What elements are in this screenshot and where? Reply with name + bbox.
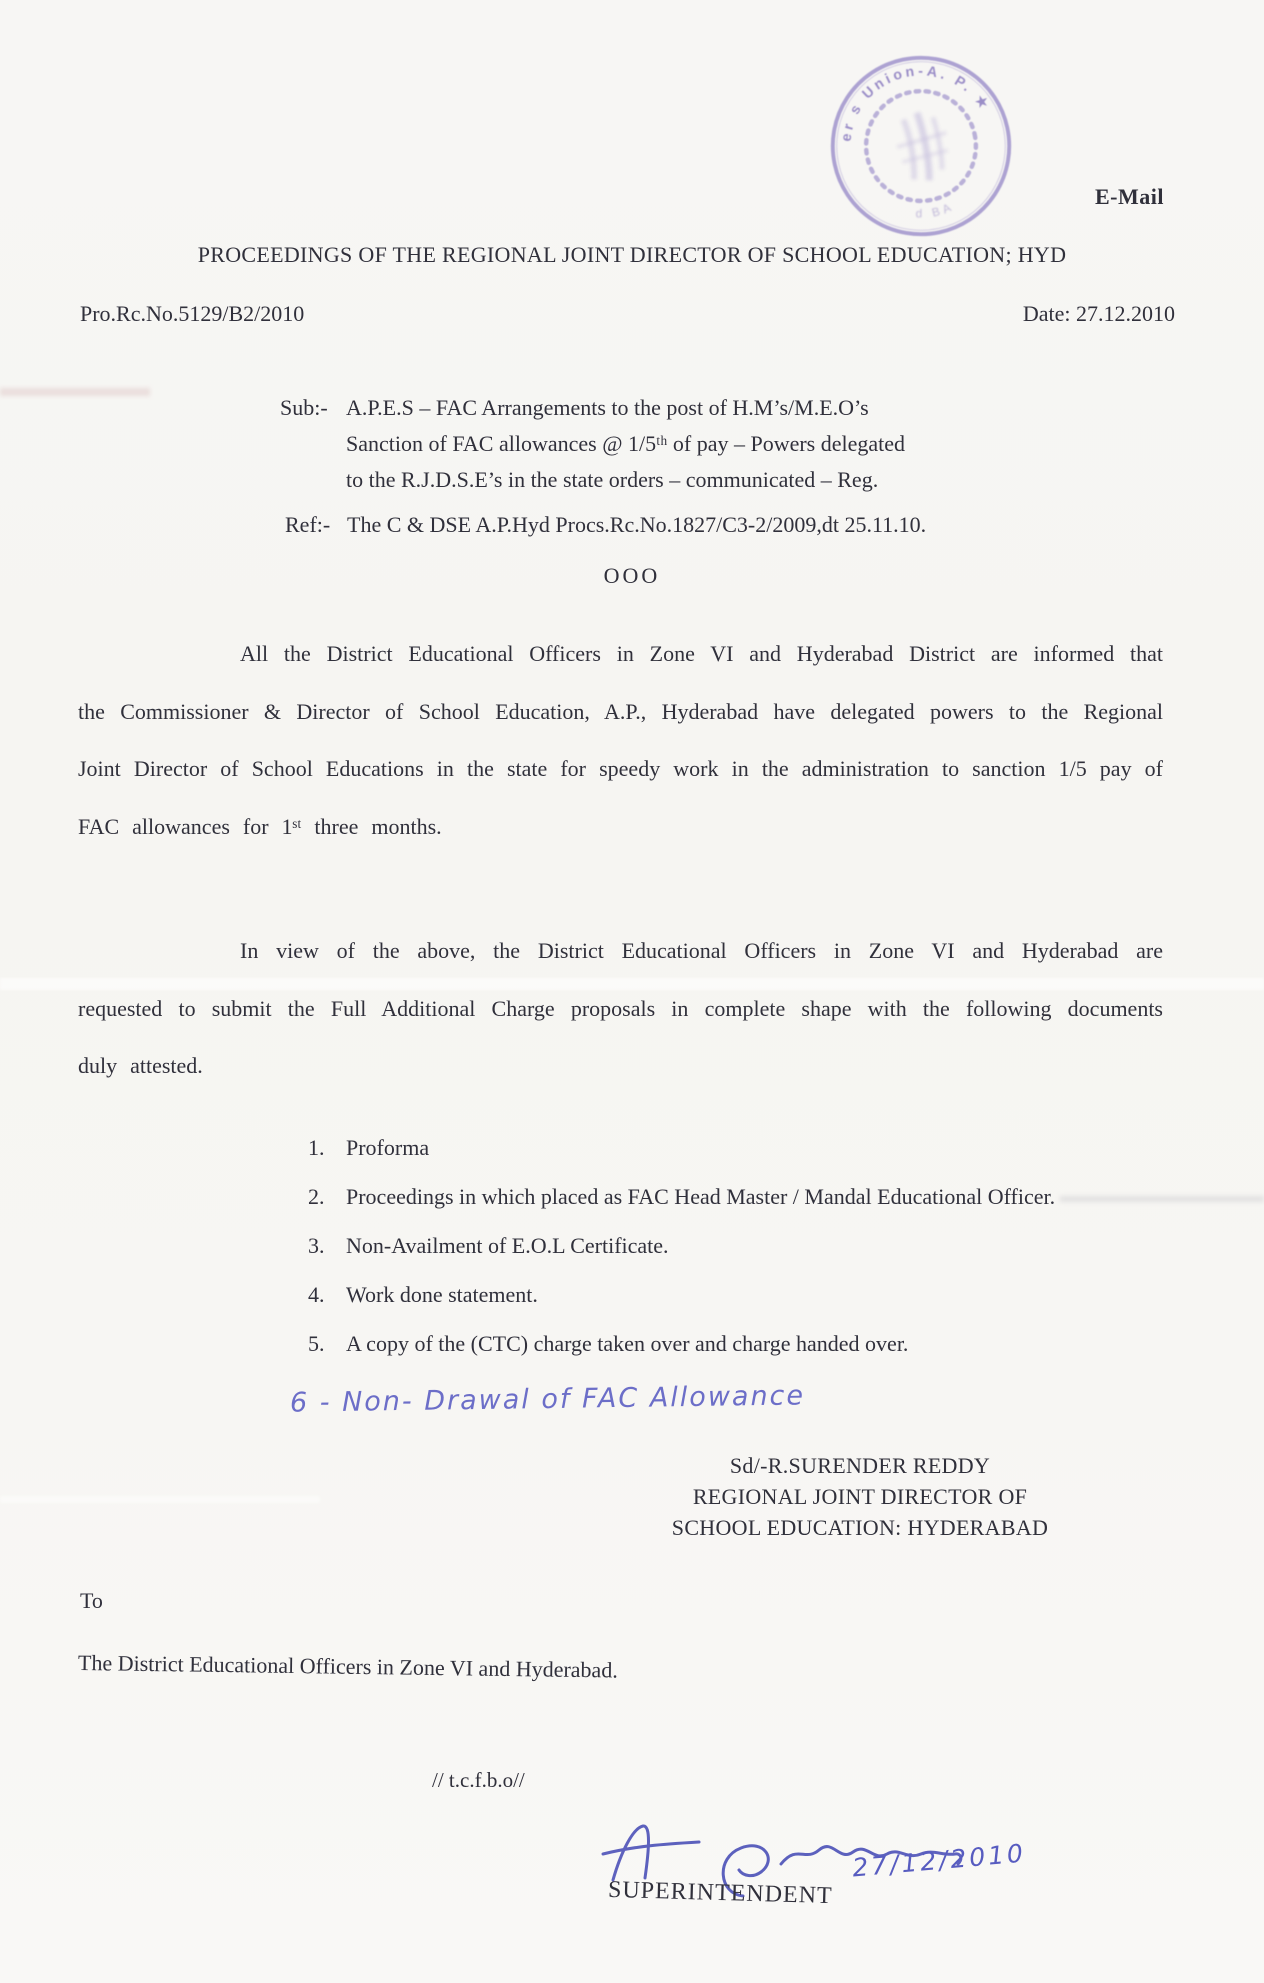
scan-smudge [0, 388, 150, 396]
subject-block [280, 390, 905, 498]
reference-block [285, 507, 926, 543]
tcfbo-note: // t.c.f.b.o// [432, 1768, 525, 1792]
list-item-text: A copy of the (CTC) charge taken over and charge handed over. [346, 1331, 909, 1356]
scan-streak-2 [0, 1496, 320, 1503]
list-item [308, 1124, 1086, 1172]
to-label: To [80, 1588, 103, 1613]
subject-line: A.P.E.S – FAC Arrangements to the post of H.M’s/M.E.O’s [346, 395, 869, 420]
subject-line: Sanction of FAC allowances @ 1/5ᵗʰ of pay – Powers delegated [346, 431, 906, 456]
documents-list [308, 1124, 1086, 1369]
body-paragraph-1: All the District Educational Officers in Zone VI and Hyderabad District are informed that the Commissioner & Director of School Education, A.P., Hyderabad have delegated powers to the Regional Joint Director of School Educations in the state for speedy work in the administration to sanction 1/5 pay of FAC allowances for 1ˢᵗ three months. [78, 641, 1163, 839]
list-item-text: Proceedings in which placed as FAC Head Master / Mandal Educational Officer. [346, 1184, 1056, 1209]
handwritten-date: 27/12/2010 [851, 1838, 1028, 1883]
handwritten-list-item: 6 - Non- Drawal of FAC Allowance [289, 1380, 806, 1419]
stamp-bottom-text: d BA [915, 199, 957, 221]
subject-line: to the R.J.D.S.E’s in the state orders – communicated – Reg. [346, 467, 879, 492]
list-item [308, 1271, 1086, 1319]
email-label: E-Mail [1095, 184, 1164, 209]
stamp-ring-text: er s Union-A. P. ★ [838, 63, 994, 143]
reference-text: The C & DSE A.P.Hyd Procs.Rc.No.1827/C3-2/2009,dt 25.11.10. [347, 512, 927, 537]
body-paragraph-2: In view of the above, the District Educational Officers in Zone VI and Hyderabad are requested to submit the Full Additional Charge proposals in complete shape with the following documents duly attested. [78, 938, 1163, 1078]
reference-label: Ref:- [285, 512, 331, 537]
list-item-number: 4. [308, 1282, 325, 1307]
list-item-number: 1. [308, 1135, 325, 1160]
superintendent-label: SUPERINTENDENT [607, 1876, 833, 1910]
list-item-text: Work done statement. [346, 1282, 538, 1307]
list-item [308, 1222, 1086, 1270]
list-item-text: Non-Availment of E.O.L Certificate. [346, 1233, 669, 1258]
list-item-number: 3. [308, 1233, 325, 1258]
proceedings-number: Pro.Rc.No.5129/B2/2010 [80, 301, 305, 326]
separator-ooo: OOO [603, 563, 661, 588]
stamp-scallop-ring [856, 81, 986, 211]
signatory-name: Sd/-R.SURENDER REDDY [729, 1453, 991, 1478]
scan-streak [1060, 1196, 1264, 1202]
addressee-line: The District Educational Officers in Zone VI and Hyderabad. [77, 1650, 618, 1683]
list-item [308, 1173, 1086, 1221]
signatory-designation-line: REGIONAL JOINT DIRECTOR OF [692, 1484, 1028, 1509]
signatory-designation-line: SCHOOL EDUCATION: HYDERABAD [671, 1515, 1049, 1540]
signature-stroke [603, 1826, 699, 1880]
page-title: PROCEEDINGS OF THE REGIONAL JOINT DIRECTOR OF SCHOOL EDUCATION; HYD [197, 242, 1067, 267]
stamp-inner-blur [891, 108, 955, 186]
rubber-stamp [823, 48, 1019, 244]
proceedings-date: Date: 27.12.2010 [1022, 301, 1175, 326]
list-item-number: 5. [308, 1331, 325, 1356]
list-item-text: Proforma [346, 1135, 430, 1160]
list-item-number: 2. [308, 1184, 325, 1209]
list-item [308, 1320, 1086, 1368]
subject-label: Sub:- [280, 395, 328, 420]
signatory-block [625, 1450, 1095, 1543]
